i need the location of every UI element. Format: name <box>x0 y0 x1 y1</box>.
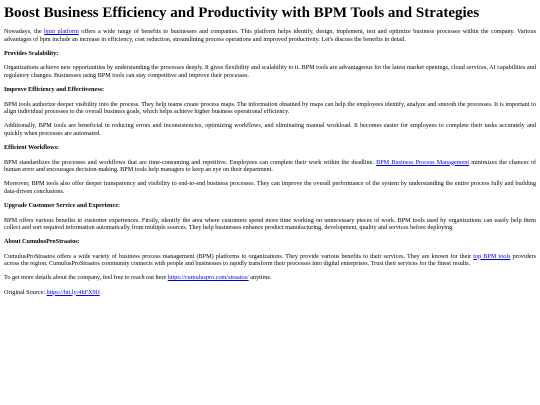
workflows-heading: Efficient Workflows: <box>4 143 60 151</box>
bpm-platform-link[interactable]: bpm platform <box>44 28 79 35</box>
about-text-after: providers across the region. CumulusProStraatos community connects with people and businesses to rapidly transform their processes into digital enterprises. Trust their services for the finest results. <box>4 252 536 268</box>
top-bpm-tools-link[interactable]: top BPM tools <box>473 252 511 260</box>
contact-text-before: To get more details about the company, feel free to reach out here <box>4 274 168 282</box>
workflows-paragraph-2: Moreover, BPM tools also offer deeper transparency and visibility to end-to-end business processes. They can improve the overall performance of the system by understanding the entire process fully and building data-driven conclusions. <box>4 180 536 195</box>
customer-paragraph: BPM offers various benefits to customer experiences. Firstly, identify the area where customers spend more time working on unnecessary pieces of work. BPM tools used by organizations can easily help them collect and sort required information automatically from multiple sources. They help businesses enhance product manufacturing, development, quality and services before deploying. <box>4 216 536 232</box>
workflows-text-before: BPM standardizes the processes and workflows that are time-consuming and repetitive. Employees can complete their work within the deadline. <box>4 158 377 166</box>
efficiency-paragraph-1: BPM tools authorize deeper visibility into the process. They help teams create process maps. The information obtained by maps can help the employees identify, analyze and smooth the processes. It is important to align individual processes to the overall business goals, which helps achieve higher business operational efficiency. <box>4 100 536 116</box>
about-paragraph <box>4 253 536 268</box>
customer-heading: Upgrade Customer Service and Experience: <box>4 201 121 209</box>
efficiency-paragraph-2: Additionally, BPM tools are beneficial in reducing errors and inconsistencies, optimizing workflows, and eliminating manual workload. It becomes easier for employees to complete their tasks accurately and quickly when processes are automated. <box>4 122 536 137</box>
contact-paragraph <box>4 274 536 282</box>
efficiency-heading: Improve Efficiency and Effectiveness: <box>4 85 105 93</box>
contact-text-after: anytime. <box>248 274 272 282</box>
about-heading: About CumulusProStraatos: <box>4 238 80 246</box>
workflows-text-after: minimizes the chances of human error and encourages decision-making. BPM tools help managers to keep an eye on their department. <box>4 158 537 174</box>
intro-paragraph <box>4 28 536 43</box>
scalability-heading: Provides Scalability: <box>4 49 59 57</box>
company-website-link[interactable]: https://cumuluspro.com/straatos/ <box>167 274 249 282</box>
original-source-link[interactable]: https://bit.ly/4hFX9lJ <box>46 288 100 296</box>
source-label: Original Source: <box>4 288 47 296</box>
bpm-business-process-management-link[interactable]: BPM Business Process Management <box>376 158 470 166</box>
source-paragraph <box>4 289 536 297</box>
intro-text-before: Nowadays, the <box>4 28 45 35</box>
workflows-paragraph-1 <box>4 159 536 174</box>
about-text-before: CumulusProStraatos offers a wide variety of business process management (BPM) platforms to organizations. They provide various benefits to their services. They are known for their <box>4 252 474 260</box>
page-title: Boost Business Efficiency and Productivity with BPM Tools and Strategies <box>4 5 480 21</box>
scalability-paragraph: Organizations achieve new opportunities by understanding the processes deeply. It gives flexibility and scalability to it. BPM tools are advantageous for the latest market openings, cloud services, AI capabilities and regulatory changes. Businesses using BPM tools can stay competitive and improve their processes. <box>4 64 536 79</box>
intro-text-after: offers a wide range of benefits to businesses and companies. This platform helps identify, design, implement, test and optimize business processes within the company. Various advantages of bpm include an increase in efficiency, cost reduction, streamlining process operations and improved productivity. Let's discuss the benefits in detail. <box>4 28 536 43</box>
